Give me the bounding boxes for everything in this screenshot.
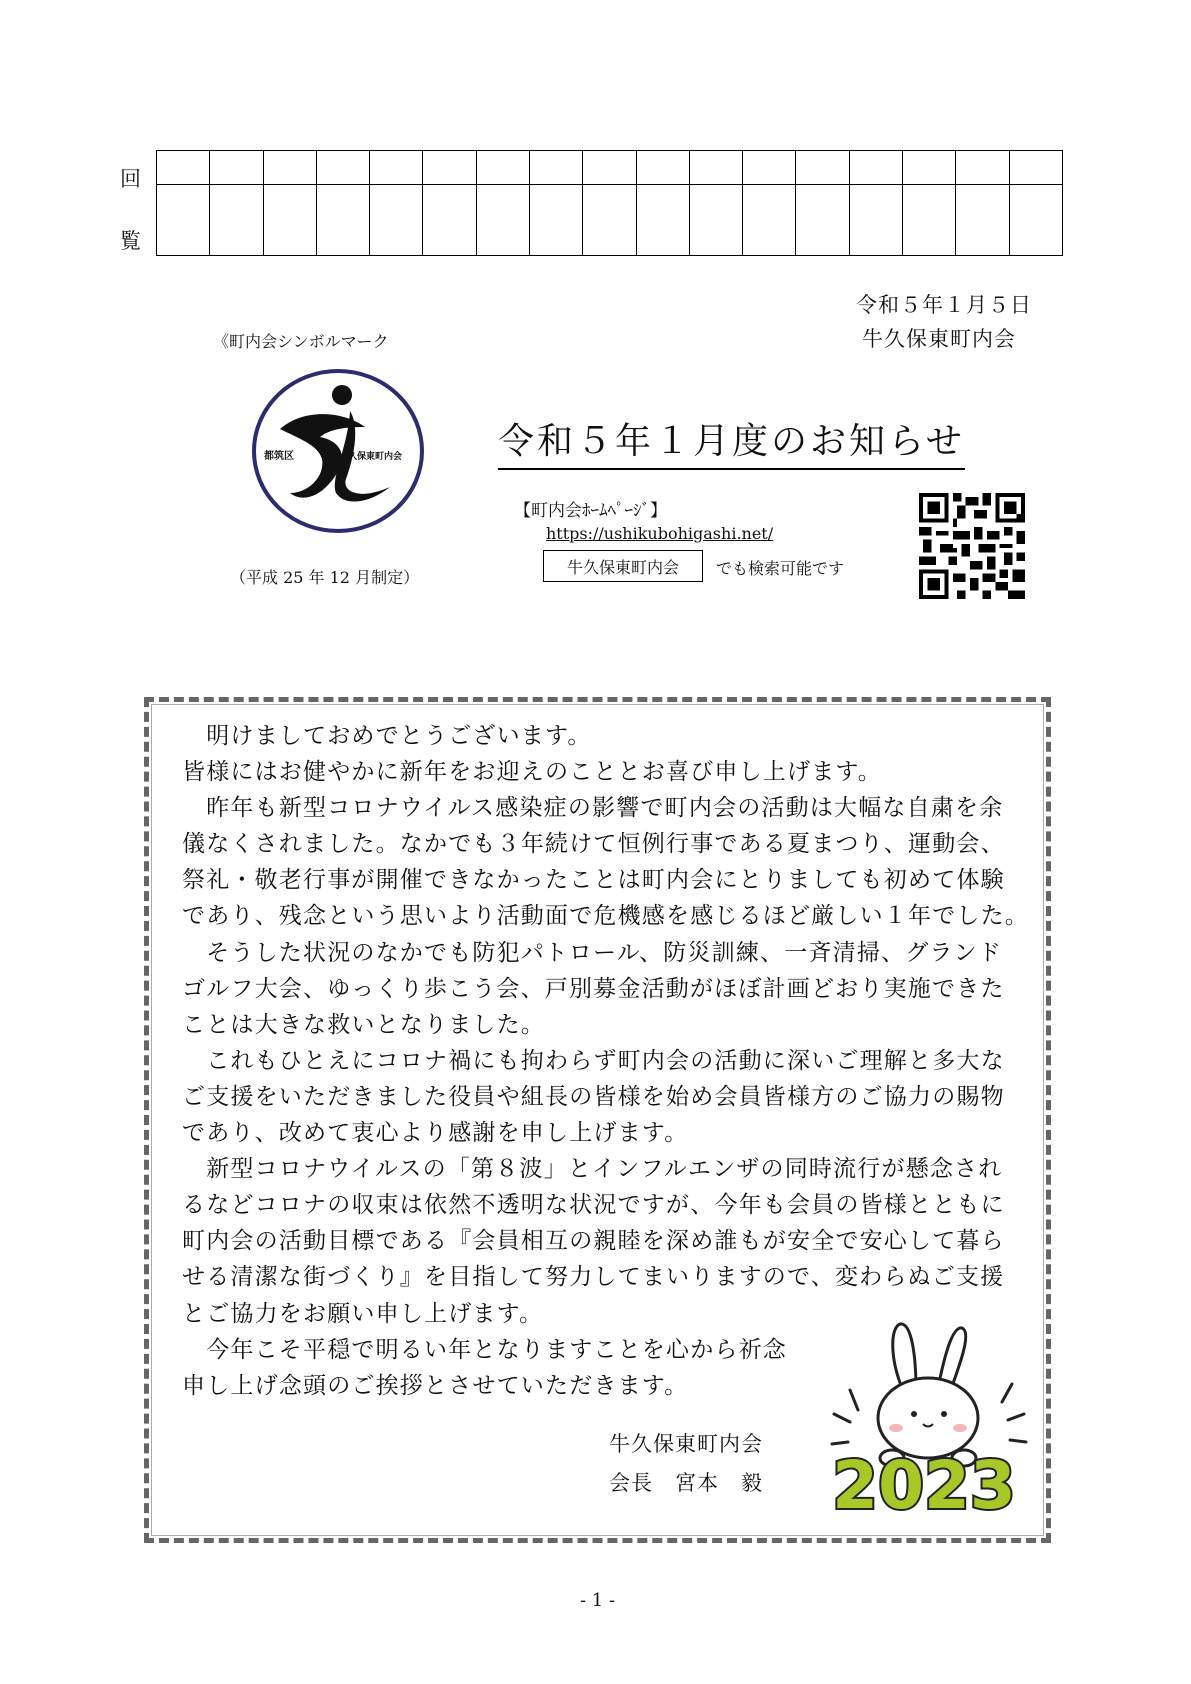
message-line: 町内会の活動目標である『会員相互の親睦を深め誰もが安全で安心して暮ら (182, 1228, 1005, 1255)
search-term-box (543, 550, 703, 582)
message-line: そうした状況のなかでも防犯パトロール、防災訓練、一斉清掃、グランド (182, 939, 1003, 966)
year-text: 2023 (832, 1447, 1016, 1518)
signature-org: 牛久保東町内会 (609, 1432, 763, 1456)
qr-code-icon[interactable] (919, 493, 1025, 599)
rabbit-2023-illustration (820, 1318, 1030, 1518)
message-line: せる清潔な街づくり』を目指して努力してまいりますので、変わらぬご支援 (182, 1264, 1005, 1291)
message-line: 新型コロナウイルスの「第８波」とインフルエンザの同時流行が懸念され (182, 1156, 1003, 1183)
message-line: ことは大きな救いとなりました。 (182, 1011, 545, 1038)
homepage-label: 【町内会ﾎｰﾑﾍﾟｰｼﾞ】 (514, 501, 667, 521)
search-term: 牛久保東町内会 (566, 557, 679, 577)
circulation-label-bottom: 覧 (120, 229, 141, 253)
homepage-link[interactable]: https://ushikubohigashi.net/ (546, 524, 774, 543)
message-line: 昨年も新型コロナウイルス感染症の影響で町内会の活動は大幅な自粛を余 (182, 795, 1004, 822)
message-line: であり、改めて衷心より感謝を申し上げます。 (182, 1120, 689, 1147)
symbol-established: （平成 25 年 12 月制定） (230, 568, 420, 587)
message-line: 申し上げ念頭のご挨拶とさせていただきます。 (182, 1372, 689, 1399)
circulation-grid (156, 150, 1063, 256)
message-line: ご支援をいただきました役員や組長の皆様を始め会員皆様方のご協力の賜物 (182, 1083, 1005, 1110)
message-line: ゴルフ大会、ゆっくり歩こう会、戸別募金活動がほぼ計画どおり実施できた (182, 975, 1005, 1002)
message-line: 儀なくされました。なかでも３年続けて恒例行事である夏まつり、運動会、 (182, 831, 1005, 858)
logo-left-text: 都筑区 (264, 451, 294, 462)
message-line: とご協力をお願い申し上げます。 (182, 1300, 544, 1327)
logo-right-text: 久保東町内会 (348, 452, 403, 462)
message-line: るなどコロナの収束は依然不透明な状況ですが、今年も会員の皆様とともに (182, 1192, 1005, 1219)
circulation-label-top: 回 (120, 167, 141, 191)
issue-date: 令和５年１月５日 (856, 293, 1032, 317)
message-line: 祭礼・敬老行事が開催できなかったことは町内会にとりましても初めて体験 (182, 867, 1005, 894)
issuer-org: 牛久保東町内会 (862, 327, 1016, 351)
page-number: - 1 - (580, 1590, 616, 1611)
search-note: でも検索可能です (716, 559, 845, 578)
message-line: 今年こそ平穏で明るい年となりますことを心から祈念 (182, 1336, 787, 1363)
town-association-logo (250, 367, 426, 535)
symbol-caption: 《町内会シンボルマーク (213, 332, 389, 351)
signature-chair: 会長 宮本 毅 (609, 1471, 763, 1495)
message-line: 明けましておめでとうございます。 (182, 723, 592, 749)
message-body (182, 718, 1032, 1404)
message-line: であり、残念という思いより活動面で危機感を感じるほど厳しい１年でした。 (182, 903, 1029, 930)
message-line: これもひとえにコロナ禍にも拘わらず町内会の活動に深いご理解と多大な (182, 1047, 1005, 1074)
message-line: 皆様にはお健やかに新年をお迎えのこととお喜び申し上げます。 (182, 759, 882, 786)
page-title: 令和５年１月度のお知らせ (498, 413, 965, 470)
